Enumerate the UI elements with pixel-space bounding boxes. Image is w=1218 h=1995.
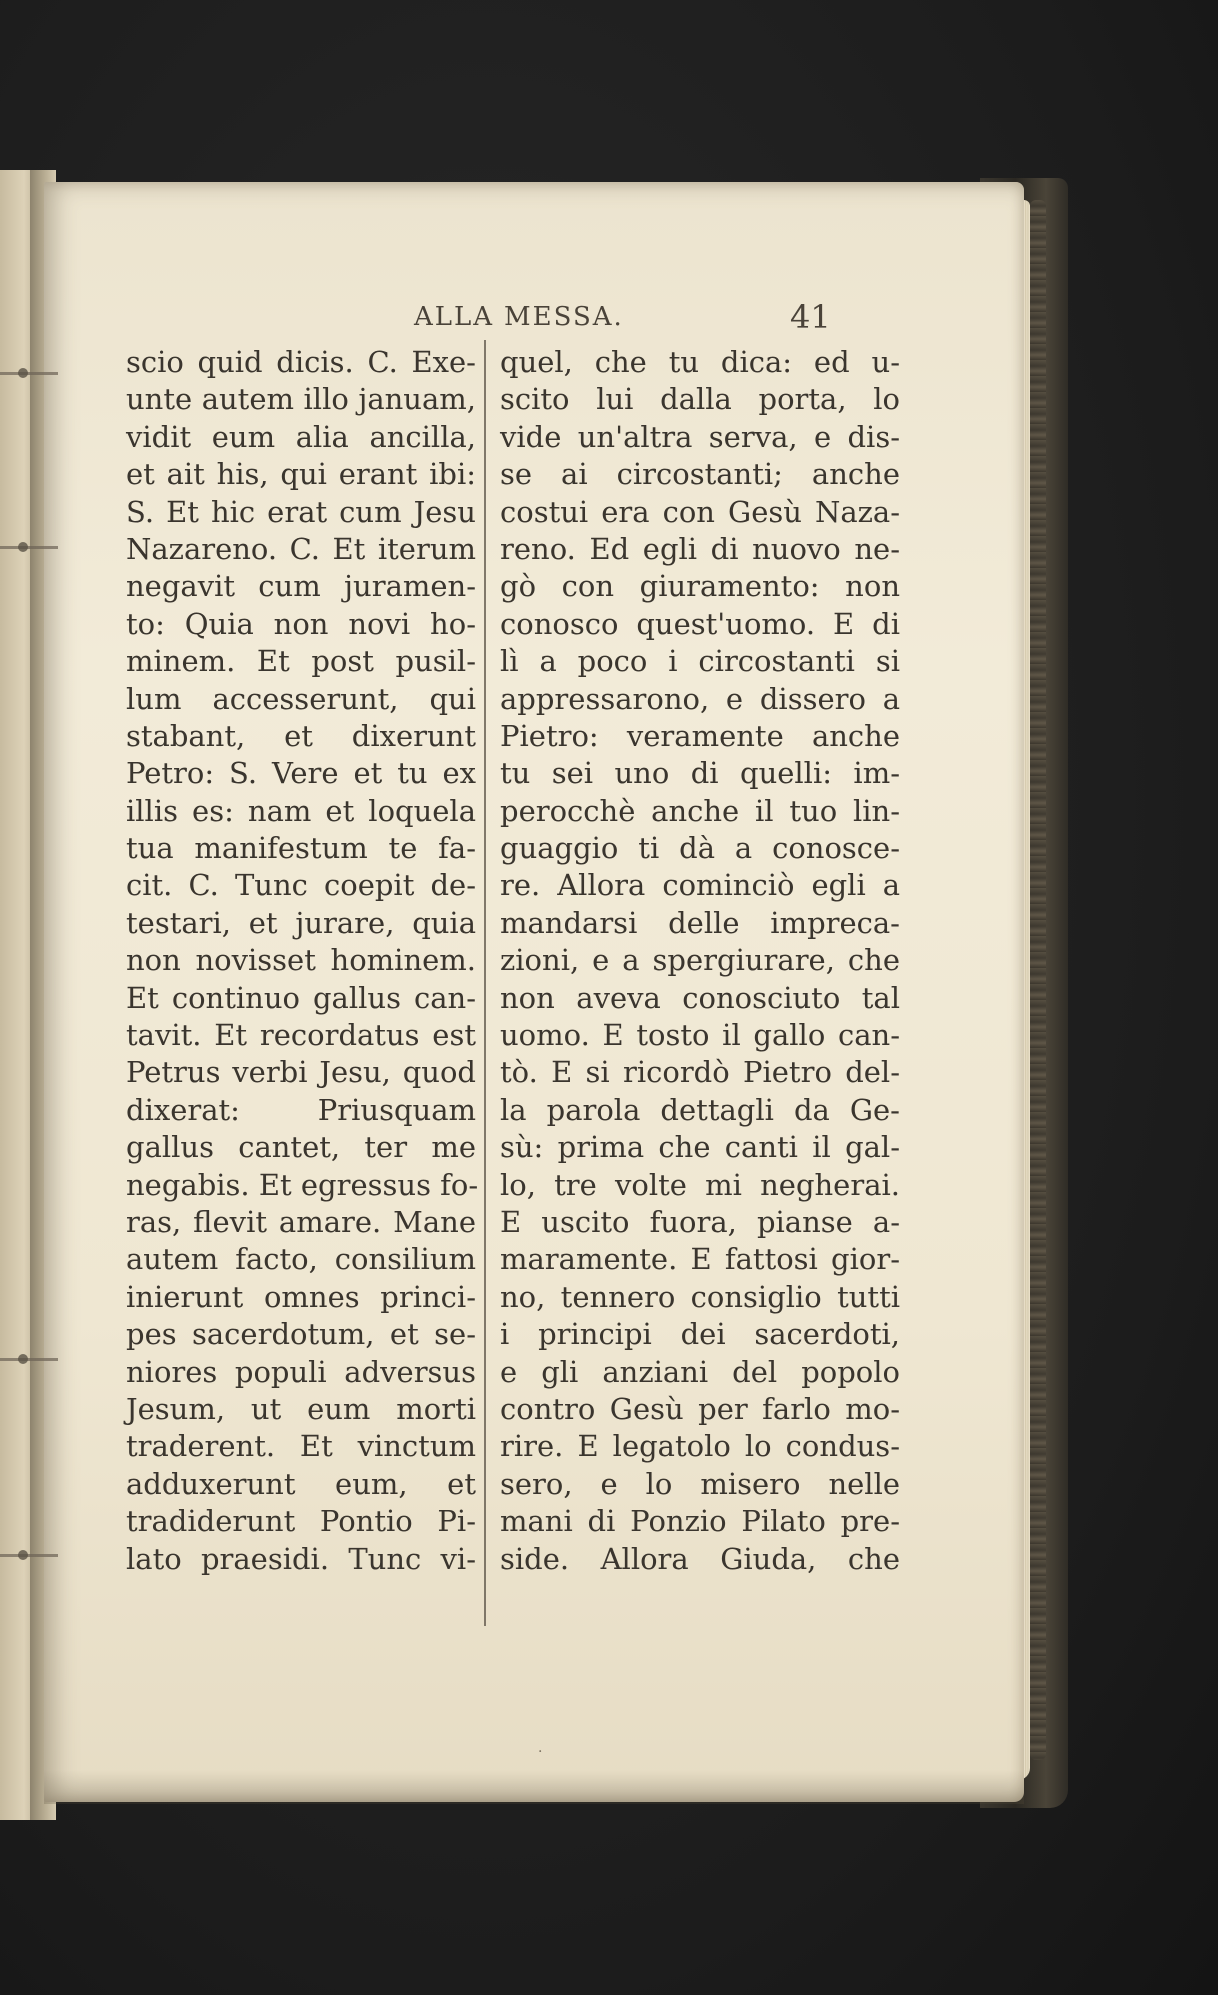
text-line: illis es: nam et loquela — [126, 793, 476, 828]
margin-thread-knot — [18, 368, 28, 378]
text-line: conosco quest'uomo. E di — [500, 606, 900, 641]
text-line: Petro: S. Vere et tu ex — [126, 756, 476, 791]
text-line: i principi dei sacerdoti, — [500, 1317, 900, 1352]
text-line: scito lui dalla porta, lo — [500, 382, 900, 417]
running-header-right: MESSA. — [504, 302, 624, 332]
text-line: guaggio ti dà a conosce- — [500, 831, 900, 866]
text-line: perocchè anche il tuo lin- — [500, 793, 900, 828]
text-line: to: Quia non novi ho- — [126, 606, 476, 641]
text-line: la parola dettagli da Ge- — [500, 1092, 900, 1127]
text-line: zioni, e a spergiurare, che — [500, 943, 900, 978]
page-bottom-shade — [44, 1770, 1024, 1804]
margin-thread-mark — [0, 546, 58, 549]
text-line: S. Et hic erat cum Jesu — [126, 494, 476, 529]
text-line: Pietro: veramente anche — [500, 718, 900, 753]
text-line: non novisset hominem. — [126, 943, 476, 978]
text-line: gò con giuramento: non — [500, 569, 900, 604]
text-line: lo, tre volte mi negherai. — [500, 1167, 900, 1202]
text-line: lì a poco i circostanti si — [500, 644, 900, 679]
text-line: costui era con Gesù Naza- — [500, 494, 900, 529]
text-line: cit. C. Tunc coepit de- — [126, 868, 476, 903]
page-number: 41 — [790, 298, 831, 336]
text-line: traderent. Et vinctum — [126, 1429, 476, 1464]
text-line: tu sei uno di quelli: im- — [500, 756, 900, 791]
text-line: mani di Ponzio Pilato pre- — [500, 1504, 900, 1539]
text-line: appressarono, e dissero a — [500, 681, 900, 716]
text-line: uomo. E tosto il gallo can- — [500, 1018, 900, 1053]
text-line: tradiderunt Pontio Pi- — [126, 1504, 476, 1539]
text-line: autem facto, consilium — [126, 1242, 476, 1277]
text-line: negavit cum juramen- — [126, 569, 476, 604]
text-line: reno. Ed egli di nuovo ne- — [500, 531, 900, 566]
running-header-left: ALLA — [414, 302, 495, 332]
text-line: rire. E legatolo lo condus- — [500, 1429, 900, 1464]
text-line: minem. Et post pusil- — [126, 644, 476, 679]
text-line: tavit. Et recordatus est — [126, 1018, 476, 1053]
text-line: Nazareno. C. Et iterum — [126, 531, 476, 566]
text-line: se ai circostanti; anche — [500, 457, 900, 492]
text-line: Petrus verbi Jesu, quod — [126, 1055, 476, 1090]
text-line: no, tennero consiglio tutti — [500, 1279, 900, 1314]
text-line: contro Gesù per farlo mo- — [500, 1391, 900, 1426]
cover-edge — [1030, 200, 1046, 1760]
text-line: lato praesidi. Tunc vi- — [126, 1541, 476, 1576]
text-line: testari, et jurare, quia — [126, 905, 476, 940]
text-line: non aveva conosciuto tal — [500, 980, 900, 1015]
text-line: dixerat: Priusquam — [126, 1092, 476, 1127]
text-line: tua manifestum te fa- — [126, 831, 476, 866]
text-line: scio quid dicis. C. Exe- — [126, 345, 476, 379]
text-line: e gli anziani del popolo — [500, 1354, 900, 1389]
margin-thread-knot — [18, 1550, 28, 1560]
text-line: negabis. Et egressus fo- — [126, 1167, 479, 1202]
text-line: inierunt omnes princi- — [126, 1279, 476, 1314]
text-line: et ait his, qui erant ibi: — [126, 457, 476, 492]
page-speck: · — [538, 1744, 543, 1760]
margin-thread-knot — [18, 542, 28, 552]
text-line: niores populi adversus — [126, 1354, 476, 1389]
text-line: sù: prima che canti il gal- — [500, 1130, 900, 1165]
text-line: Et continuo gallus can- — [126, 980, 476, 1015]
text-line: mandarsi delle impreca- — [500, 905, 900, 940]
text-line: vide un'altra serva, e dis- — [500, 419, 900, 454]
text-line: quel, che tu dica: ed u- — [500, 345, 900, 379]
text-line: tò. E si ricordò Pietro del- — [500, 1055, 900, 1090]
margin-thread-mark — [0, 1358, 58, 1361]
text-line: E uscito fuora, pianse a- — [500, 1204, 900, 1239]
text-line: pes sacerdotum, et se- — [126, 1317, 476, 1352]
text-line: maramente. E fattosi gior- — [500, 1242, 900, 1277]
margin-thread-mark — [0, 1554, 58, 1557]
text-line: stabant, et dixerunt — [126, 718, 476, 753]
margin-thread-mark — [0, 372, 58, 375]
text-line: vidit eum alia ancilla, — [126, 419, 476, 454]
text-line: re. Allora cominciò egli a — [500, 868, 900, 903]
text-line: lum accesserunt, qui — [126, 681, 476, 716]
text-line: sero, e lo misero nelle — [500, 1466, 900, 1501]
text-line: Jesum, ut eum morti — [126, 1391, 476, 1426]
text-line: adduxerunt eum, et — [126, 1466, 476, 1501]
text-line: gallus cantet, ter me — [126, 1130, 476, 1165]
text-line: ras, flevit amare. Mane — [126, 1204, 476, 1239]
margin-thread-knot — [18, 1354, 28, 1364]
column-divider — [484, 340, 486, 1626]
text-line: side. Allora Giuda, che — [500, 1541, 900, 1576]
latin-text-column — [126, 344, 479, 1578]
italian-text-column — [500, 344, 900, 1578]
text-line: unte autem illo januam, — [126, 382, 476, 417]
